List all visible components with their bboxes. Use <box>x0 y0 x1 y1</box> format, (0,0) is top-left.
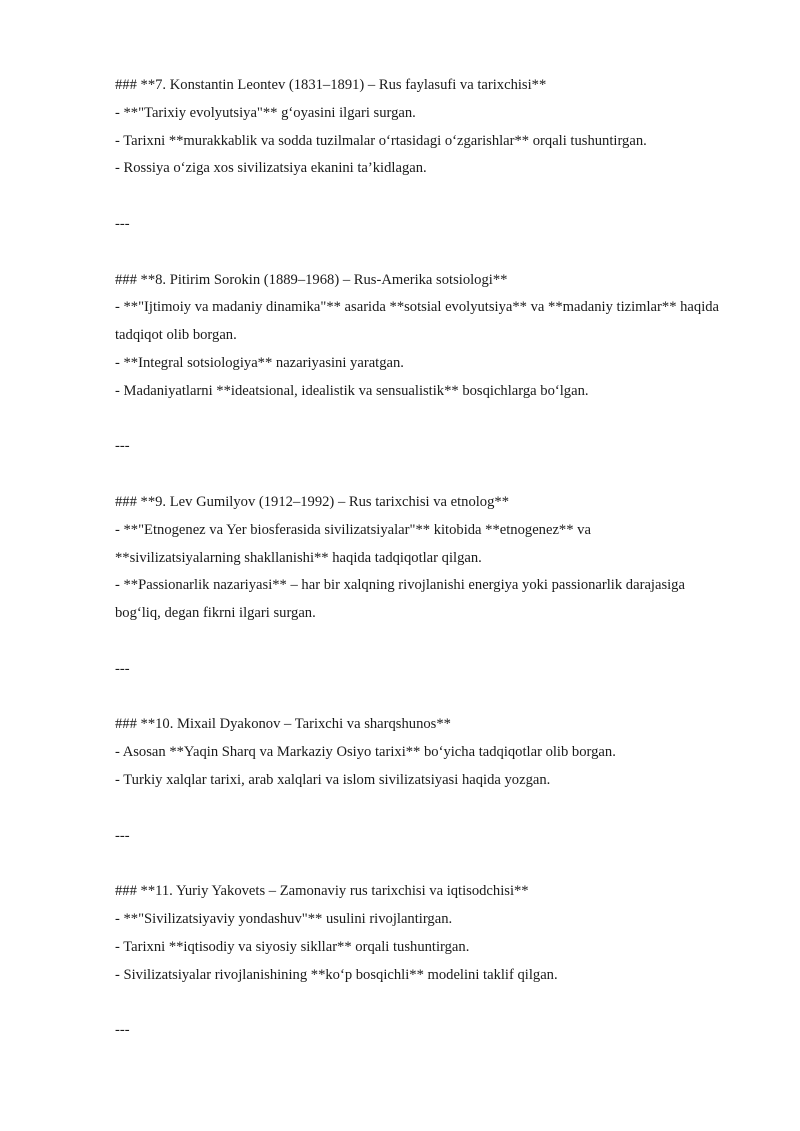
spacer <box>115 684 740 712</box>
horizontal-rule-marker: --- <box>115 438 130 455</box>
bullet-item: - Tarixni **iqtisodiy va siyosiy sikllar** orqali tushuntirgan. <box>115 938 470 955</box>
horizontal-rule-marker: --- <box>115 215 130 232</box>
section-11 <box>115 878 740 1045</box>
bullet-item: - **Passionarlik nazariyasi** – har bir xalqning rivojlanishi energiya yoki passionarlik darajasiga bog‘liq, degan fikrni ilgari surgan. <box>115 577 685 622</box>
section-heading: ### **8. Pitirim Sorokin (1889–1968) – Rus-Amerika sotsiologi** <box>115 271 508 288</box>
spacer <box>115 183 740 211</box>
bullet-item: - **"Etnogenez va Yer biosferasida sivilizatsiyalar"** kitobida **etnogenez** va **sivilizatsiyalarning shakllanishi** haqida tadqiqotlar qilgan. <box>115 521 591 566</box>
spacer <box>115 850 740 878</box>
section-heading: ### **11. Yuriy Yakovets – Zamonaviy rus tarixchisi va iqtisodchisi** <box>115 883 529 900</box>
bullet-item: - Tarixni **murakkablik va sodda tuzilmalar o‘rtasidagi o‘zgarishlar** orqali tushuntirgan. <box>115 132 647 149</box>
spacer <box>115 406 740 434</box>
horizontal-rule-marker: --- <box>115 827 130 844</box>
spacer <box>115 989 740 1017</box>
section-heading: ### **7. Konstantin Leontev (1831–1891) – Rus faylasufi va tarixchisi** <box>115 77 547 93</box>
section-9 <box>115 489 740 711</box>
horizontal-rule-marker: --- <box>115 660 130 677</box>
horizontal-rule-marker: --- <box>115 1022 130 1039</box>
bullet-item: - **"Ijtimoiy va madaniy dinamika"** asarida **sotsial evolyutsiya** va **madaniy tizimlar** haqida tadqiqot olib borgan. <box>115 299 720 344</box>
document-page <box>115 72 740 1045</box>
bullet-item: - Rossiya o‘ziga xos sivilizatsiya ekanini ta’kidlagan. <box>115 160 427 177</box>
bullet-item: - **Integral sotsiologiya** nazariyasini yaratgan. <box>115 354 404 371</box>
section-7 <box>115 72 740 267</box>
bullet-item: - Asosan **Yaqin Sharq va Markaziy Osiyo tarixi** bo‘yicha tadqiqotlar olib borgan. <box>115 744 616 761</box>
bullet-item: - Sivilizatsiyalar rivojlanishining **ko‘p bosqichli** modelini taklif qilgan. <box>115 966 558 983</box>
section-8 <box>115 267 740 489</box>
section-heading: ### **10. Mixail Dyakonov – Tarixchi va sharqshunos** <box>115 716 451 733</box>
spacer <box>115 239 740 267</box>
section-10 <box>115 711 740 878</box>
section-heading: ### **9. Lev Gumilyov (1912–1992) – Rus tarixchisi va etnolog** <box>115 493 509 510</box>
bullet-item: - **"Tarixiy evolyutsiya"** g‘oyasini ilgari surgan. <box>115 104 416 121</box>
bullet-item: - Turkiy xalqlar tarixi, arab xalqlari va islom sivilizatsiyasi haqida yozgan. <box>115 771 551 788</box>
bullet-item: - **"Sivilizatsiyaviy yondashuv"** usulini rivojlantirgan. <box>115 910 453 927</box>
spacer <box>115 461 740 489</box>
spacer <box>115 795 740 823</box>
bullet-item: - Madaniyatlarni **ideatsional, idealistik va sensualistik** bosqichlarga bo‘lgan. <box>115 382 589 399</box>
spacer <box>115 628 740 656</box>
